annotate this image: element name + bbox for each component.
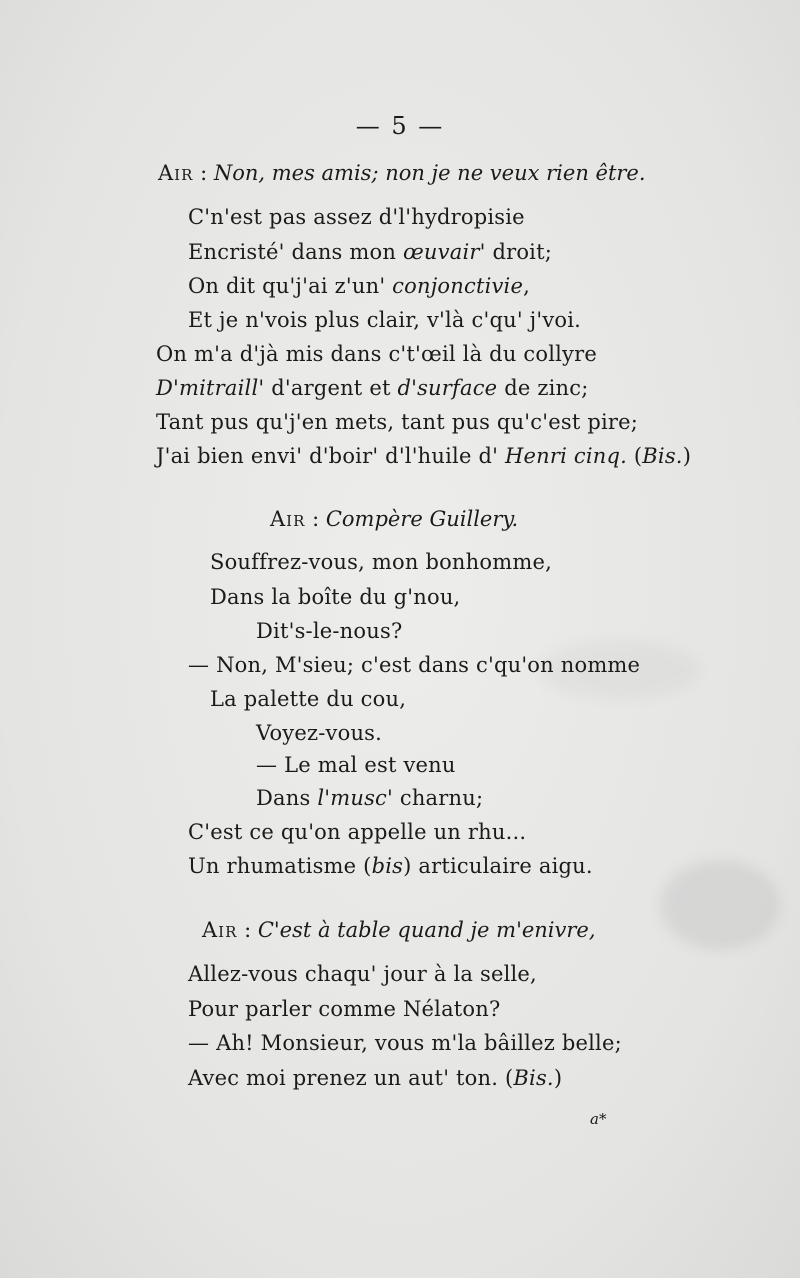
verse-italic-text: l'musc'	[317, 786, 393, 810]
verse-text: droit;	[485, 240, 553, 264]
air-title: Non, mes amis; non je ne veux rien être.	[213, 161, 646, 185]
verse-italic-text: Bis.	[642, 444, 683, 468]
verse-text: La palette du cou,	[210, 687, 407, 711]
page-number: — 5 —	[355, 112, 445, 140]
verse-text: Et je n'vois plus clair, v'là c'qu' j'voi.	[188, 308, 582, 332]
verse-italic-text: D'mitraill'	[156, 376, 265, 400]
verse-line	[256, 752, 456, 778]
air-heading: Air : Compère Guillery.	[270, 507, 519, 531]
verse-italic-text: bis	[371, 854, 404, 878]
verse-line	[188, 307, 581, 333]
verse-line	[210, 549, 552, 575]
verse-text: On m'a d'jà mis dans c't'œil là du collyre	[156, 342, 597, 366]
air-label: Air	[202, 918, 238, 942]
verse-italic-text: Henri cinq.	[504, 444, 627, 468]
verse-text: charnu;	[392, 786, 484, 810]
verse-text: J'ai bien envi' d'boir' d'l'huile d'	[156, 444, 505, 468]
verse-text: C'n'est pas assez d'l'hydropisie	[188, 205, 525, 229]
air-heading: Air : Non, mes amis; non je ne veux rien être.	[158, 161, 646, 185]
verse-line	[188, 819, 526, 845]
verse-line	[156, 443, 691, 469]
verse-text: Souffrez-vous, mon bonhomme,	[210, 550, 552, 574]
verse-text: On dit qu'j'ai z'un'	[188, 274, 393, 298]
verse-line	[210, 686, 406, 712]
verse-line	[256, 785, 483, 811]
verse-line	[188, 1030, 622, 1056]
verse-line	[188, 996, 500, 1022]
verse-italic-text: œuvair'	[402, 240, 486, 264]
air-title: Compère Guillery.	[325, 507, 519, 531]
verse-text: (	[627, 444, 643, 468]
verse-text: Avec moi prenez un aut' ton. (	[188, 1066, 514, 1090]
verse-line	[188, 652, 640, 678]
verse-line	[156, 341, 597, 367]
verse-text: )	[553, 1066, 563, 1090]
verse-line	[188, 204, 525, 230]
verse-line	[188, 273, 530, 299]
verse-line	[256, 720, 382, 746]
verse-line	[156, 375, 588, 401]
verse-text: — Le mal est venu	[256, 753, 456, 777]
verse-text: Voyez-vous.	[256, 721, 383, 745]
verse-text: )	[682, 444, 692, 468]
verse-line	[188, 239, 552, 265]
paper-stain	[660, 860, 780, 950]
air-label: Air	[270, 507, 306, 531]
verse-line	[188, 1065, 562, 1091]
air-title: C'est à table quand je m'enivre,	[257, 918, 596, 942]
verse-text: C'est ce qu'on appelle un rhu...	[188, 820, 527, 844]
verse-text: ,	[523, 274, 530, 298]
verse-text: Un rhumatisme (	[188, 854, 372, 878]
verse-text: d'argent et	[264, 376, 398, 400]
verse-text: ) articulaire aigu.	[403, 854, 593, 878]
verse-text: Tant pus qu'j'en mets, tant pus qu'c'est pire;	[156, 410, 639, 434]
verse-text: Dans	[256, 786, 318, 810]
verse-text: Encristé' dans mon	[188, 240, 403, 264]
verse-line	[188, 853, 593, 879]
verse-text: Pour parler comme Nélaton?	[188, 997, 501, 1021]
verse-text: Dans la boîte du g'nou,	[210, 585, 461, 609]
verse-italic-text: Bis.	[513, 1066, 554, 1090]
verse-italic-text: conjonctivie	[392, 274, 524, 298]
air-label: Air	[158, 161, 194, 185]
verse-text: — Ah! Monsieur, vous m'la bâillez belle;	[188, 1031, 622, 1055]
verse-line	[256, 618, 402, 644]
verse-line	[188, 961, 537, 987]
air-heading: Air : C'est à table quand je m'enivre,	[202, 918, 596, 942]
signature-mark: a*	[590, 1110, 607, 1128]
verse-italic-text: d'surface	[397, 376, 498, 400]
verse-line	[156, 409, 638, 435]
verse-text: — Non, M'sieu; c'est dans c'qu'on nomme	[188, 653, 641, 677]
verse-text: de zinc;	[497, 376, 589, 400]
verse-text: Dit's-le-nous?	[256, 619, 403, 643]
verse-text: Allez-vous chaqu' jour à la selle,	[188, 962, 537, 986]
verse-line	[210, 584, 460, 610]
